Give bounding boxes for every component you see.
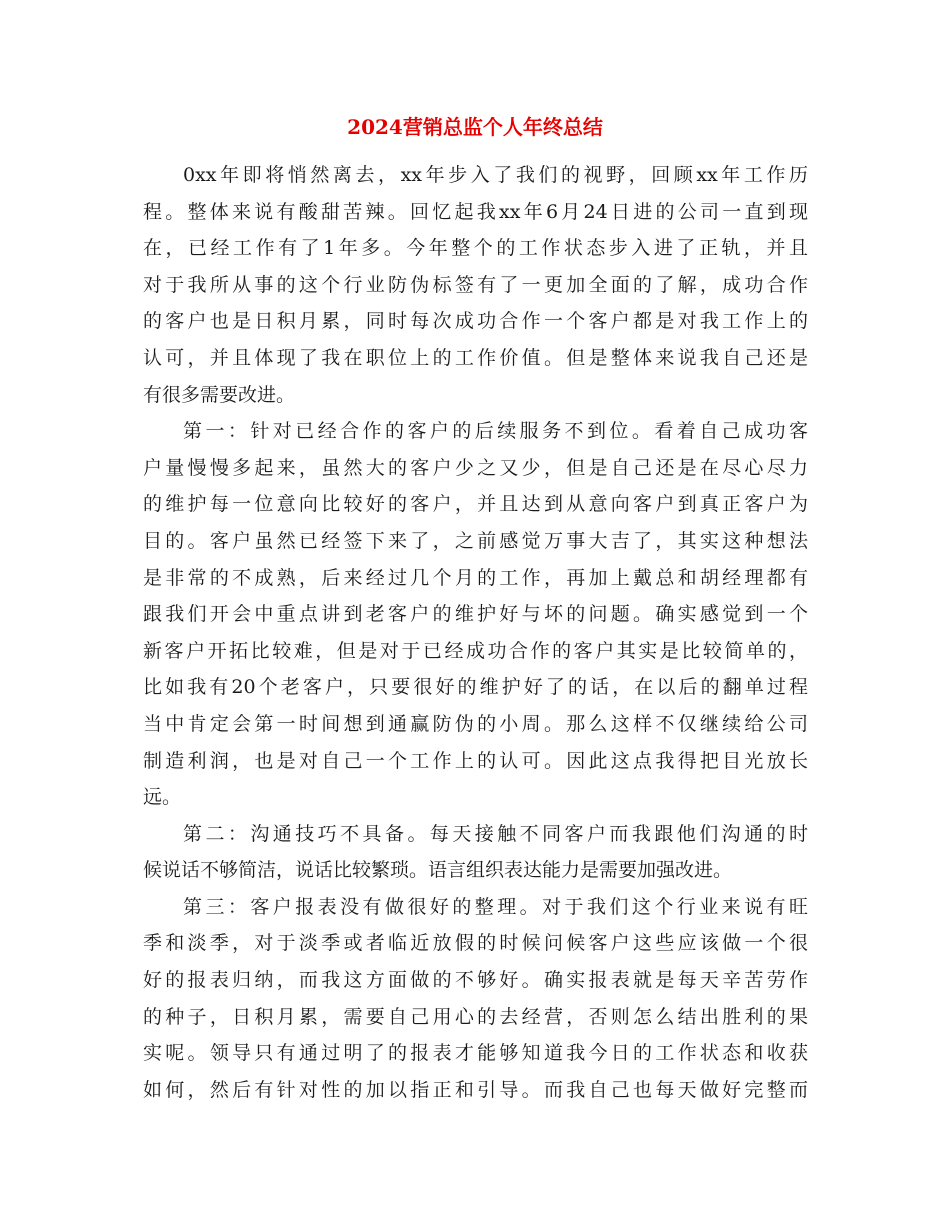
text-line: 的种子，日积月累，需要自己用心的去经营，否则怎么结出胜利的果: [143, 1005, 808, 1028]
text-line: 是非常的不成熟，后来经过几个月的工作，再加上戴总和胡经理都有: [143, 566, 808, 589]
text-line: 第三：客户报表没有做很好的整理。对于我们这个行业来说有旺: [183, 895, 808, 918]
text-line: 0xx年即将悄然离去，xx年步入了我们的视野，回顾xx年工作历: [183, 164, 808, 186]
text-line: 好的报表归纳，而我这方面做的不够好。确实报表就是每天辛苦劳作: [143, 969, 808, 992]
text-line: 对于我所从事的这个行业防伪标签有了一更加全面的了解，成功合作: [143, 273, 808, 296]
text-line: 第一：针对已经合作的客户的后续服务不到位。看着自己成功客: [183, 420, 808, 443]
text-line: 户量慢慢多起来，虽然大的客户少之又少，但是自己还是在尽心尽力: [143, 456, 808, 479]
document-body: [143, 157, 808, 1108]
text-line: 在，已经工作有了1年多。今年整个的工作状态步入进了正轨，并且: [143, 237, 808, 260]
text-line: 当中肯定会第一时间想到通赢防伪的小周。那么这样不仅继续给公司: [143, 712, 808, 735]
text-line: 有很多需要改进。: [143, 383, 296, 406]
text-line: 认可，并且体现了我在职位上的工作价值。但是整体来说我自己还是: [143, 346, 808, 369]
text-line: 实呢。领导只有通过明了的报表才能够知道我今日的工作状态和收获: [143, 1042, 808, 1065]
text-line: 程。整体来说有酸甜苦辣。回忆起我xx年6月24日进的公司一直到现: [143, 200, 808, 223]
text-line: 第二：沟通技巧不具备。每天接触不同客户而我跟他们沟通的时: [183, 822, 808, 845]
text-line: 如何，然后有针对性的加以指正和引导。而我自己也每天做好完整而: [143, 1078, 808, 1101]
text-line: 的维护每一位意向比较好的客户，并且达到从意向客户到真正客户为: [143, 493, 808, 516]
text-line: 季和淡季，对于淡季或者临近放假的时候问候客户这些应该做一个很: [143, 932, 808, 955]
text-line: 制造利润，也是对自己一个工作上的认可。因此这点我得把目光放长: [143, 749, 808, 772]
text-line: 的客户也是日积月累，同时每次成功合作一个客户都是对我工作上的: [143, 310, 808, 333]
text-line: 候说话不够简洁，说话比较繁琐。语言组织表达能力是需要加强改进。: [143, 859, 733, 882]
text-line: 目的。客户虽然已经签下来了，之前感觉万事大吉了，其实这种想法: [143, 529, 808, 552]
text-line: 新客户开拓比较难，但是对于已经成功合作的客户其实是比较简单的，: [143, 639, 808, 662]
text-line: 跟我们开会中重点讲到老客户的维护好与坏的问题。确实感觉到一个: [143, 603, 808, 626]
document-title: 2024营销总监个人年终总结: [347, 115, 603, 139]
text-line: 远。: [143, 786, 182, 809]
text-line: 比如我有20个老客户，只要很好的维护好了的话，在以后的翻单过程: [143, 676, 808, 699]
